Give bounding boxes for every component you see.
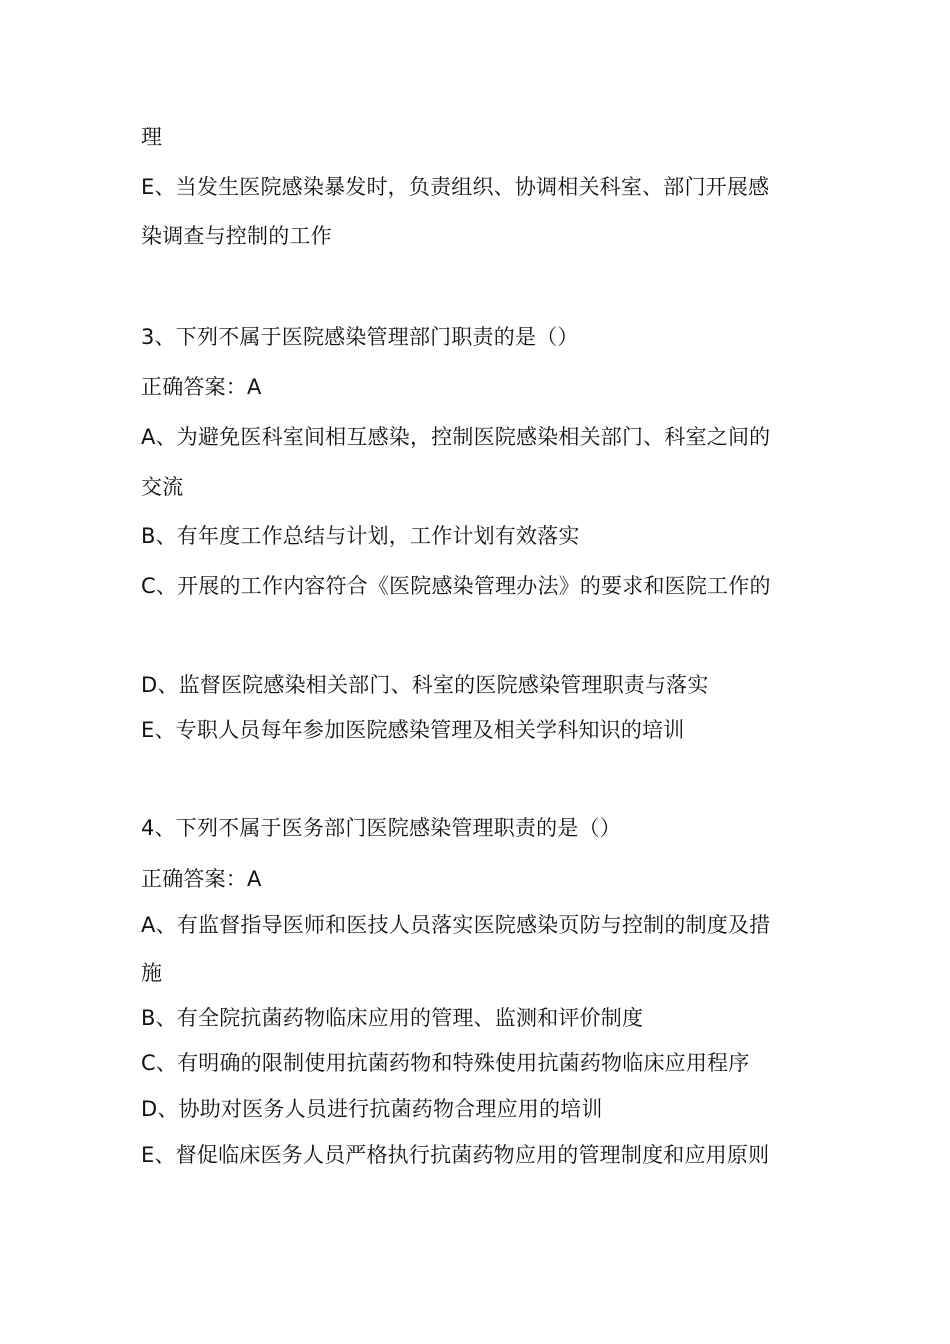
question-4-stem: 4、下列不属于医务部门医院感染管理职责的是（） [141, 816, 621, 840]
option-e-text: E、当发生医院感染暴发时，负责组织、协调相关科室、部门开展感 [141, 175, 770, 199]
question-4-option-c: C、有明确的限制使用抗菌药物和特殊使用抗菌药物临床应用程序 [141, 1051, 750, 1075]
question-3-option-a-continued: 交流 [141, 475, 184, 499]
question-4-option-a-continued: 施 [141, 961, 163, 985]
question-4-option-d: D、协助对医务人员进行抗菌药物合理应用的培训 [141, 1097, 603, 1121]
continuation-text: 理 [141, 125, 163, 149]
question-3-option-d: D、监督医院感染相关部门、科室的医院感染管理职责与落实 [141, 673, 709, 697]
question-4-option-e: E、督促临床医务人员严格执行抗菌药物应用的管理制度和应用原则 [141, 1143, 770, 1167]
question-4-answer: 正确答案：A [141, 867, 262, 891]
question-3-option-e: E、专职人员每年参加医院感染管理及相关学科知识的培训 [141, 718, 685, 742]
question-3-stem: 3、下列不属于医院感染管理部门职责的是（） [141, 325, 579, 349]
option-e-text-continued: 染调查与控制的工作 [141, 224, 332, 248]
question-3-option-b: B、有年度工作总结与计划，工作计划有效落实 [141, 524, 580, 548]
question-3-option-a: A、为避免医科室间相互感染，控制医院感染相关部门、科室之间的 [141, 425, 771, 449]
question-4-option-a: A、有监督指导医师和医技人员落实医院感染页防与控制的制度及措 [141, 913, 771, 937]
question-4-option-b: B、有全院抗菌药物临床应用的管理、监测和评价制度 [141, 1006, 644, 1030]
question-3-option-c: C、开展的工作内容符合《医院感染管理办法》的要求和医院工作的 [141, 574, 771, 598]
question-3-answer: 正确答案：A [141, 375, 262, 399]
